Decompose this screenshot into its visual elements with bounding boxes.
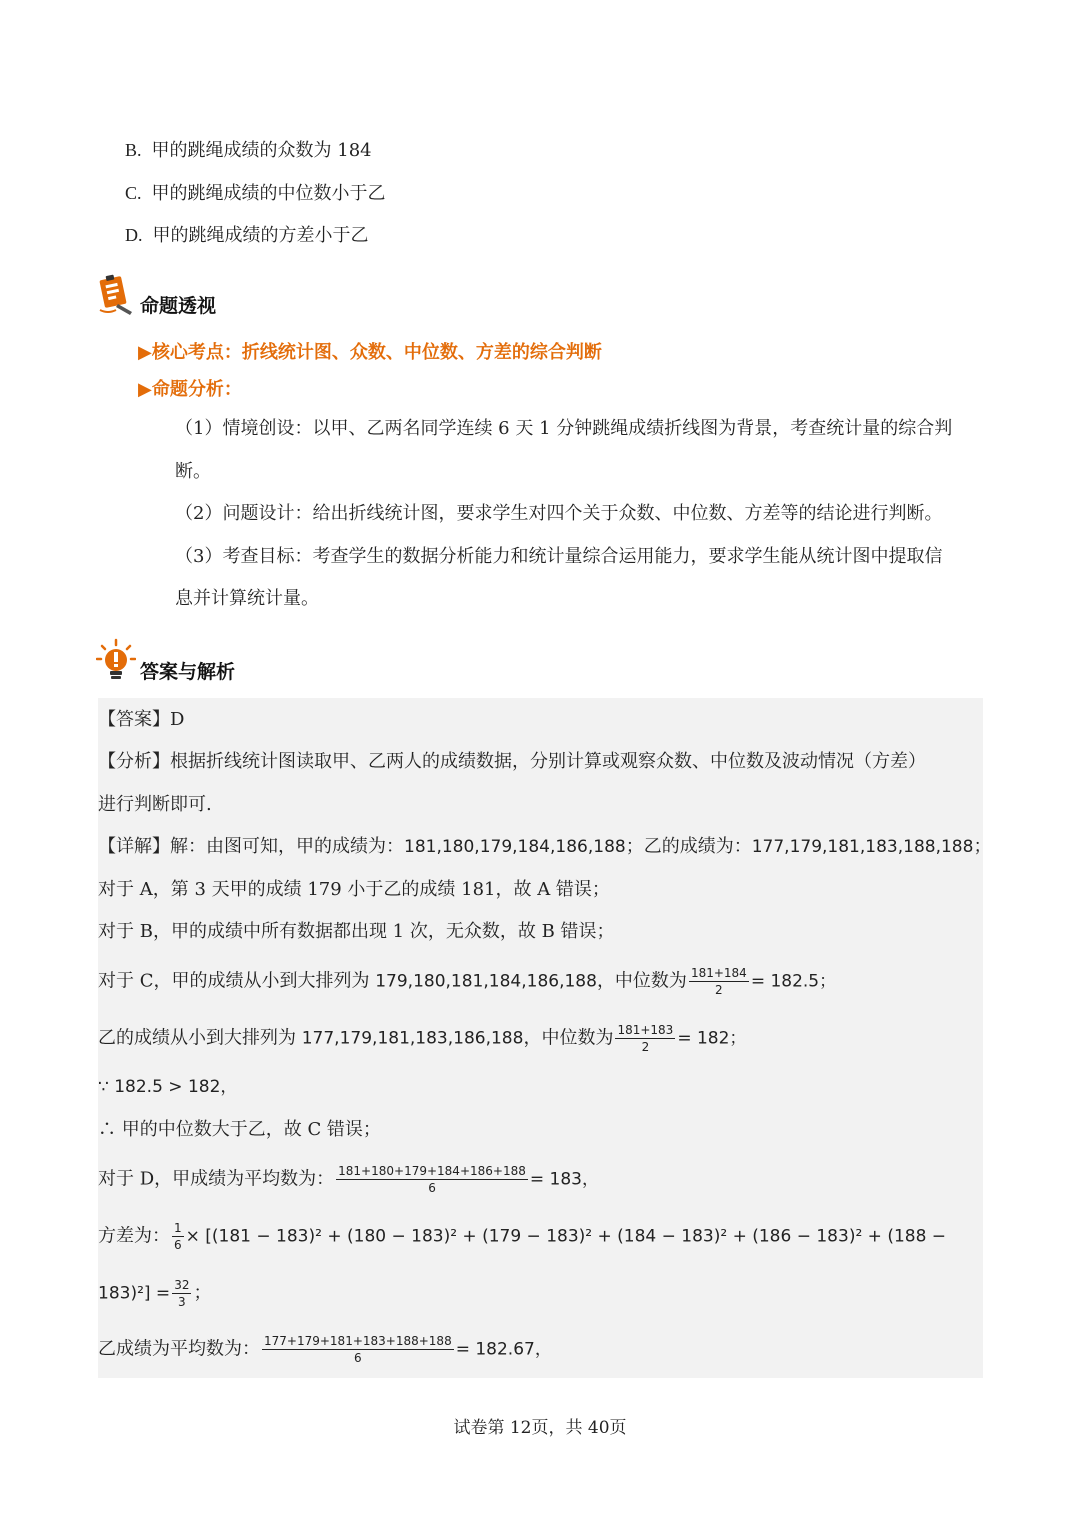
analysis-line: 【分析】根据折线统计图读取甲、乙两人的成绩数据，分别计算或观察众数、中位数及波动情况（方差） [98, 751, 926, 772]
option-b: B. 甲的跳绳成绩的众数为 184 [125, 140, 372, 161]
line-yi-median: 乙的成绩从小到大排列为 177,179,181,183,186,188，中位数为 $\frac{181+183}{2}$ = 182； [98, 1023, 747, 1054]
section-heading-answer: 答案与解析 [96, 638, 235, 684]
option-d: D. 甲的跳绳成绩的方差小于乙 [125, 225, 369, 246]
fraction: $\frac{177+179+181+183+188+188}{6}$ [264, 1334, 452, 1365]
paragraph-3-cont: 息并计算统计量。 [175, 588, 319, 609]
section-heading-proposition: 命题透视 [96, 274, 216, 318]
variance-line-cont: 183)²] = $\frac{32}{3}$ ； [98, 1278, 212, 1309]
clipboard-pen-icon [96, 274, 136, 318]
paragraph-3: （3）考查目标：考查学生的数据分析能力和统计量综合运用能力，要求学生能从统计图中提取信 [175, 546, 943, 567]
therefore-line: ∴ 甲的中位数大于乙，故 C 错误； [98, 1119, 381, 1140]
line-a: 对于 A，第 3 天甲的成绩 179 小于乙的成绩 181，故 A 错误； [98, 879, 610, 900]
paragraph-1-cont: 断。 [175, 461, 211, 482]
variance-line: 方差为： $\frac{1}{6}$ × [(181 − 183)² + (180 − 183)² + (179 − 183)² + (184 − 183)² + (186 − 183)² + (188 − [98, 1221, 947, 1252]
fraction: $\frac{181+184}{2}$ [690, 966, 747, 997]
triangle-bullet-icon: ▶ [138, 379, 152, 400]
because-line: ∵ 182.5 > 182， [98, 1077, 238, 1097]
fraction: $\frac{32}{3}$ [174, 1278, 190, 1309]
fraction: $\frac{1}{6}$ [174, 1221, 182, 1252]
yi-average-line: 乙成绩为平均数为： $\frac{177+179+181+183+188+188}{6}$ = 182.67， [98, 1334, 552, 1365]
fraction: $\frac{181+183}{2}$ [617, 1023, 674, 1054]
page-footer: 试卷第 12页，共 40页 [453, 1418, 627, 1438]
line-b: 对于 B，甲的成绩中所有数据都出现 1 次，无众数，故 B 错误； [98, 921, 615, 942]
lightbulb-icon [96, 638, 136, 684]
fraction: $\frac{181+180+179+184+186+188}{6}$ [338, 1164, 526, 1195]
paragraph-2: （2）问题设计：给出折线统计图，要求学生对四个关于众数、中位数、方差等的结论进行判断。 [175, 503, 943, 524]
triangle-bullet-icon: ▶ [138, 342, 152, 363]
answer-line: 【答案】D [98, 709, 185, 730]
option-c: C. 甲的跳绳成绩的中位数小于乙 [125, 183, 386, 204]
core-point: ▶核心考点：折线统计图、众数、中位数、方差的综合判断 [138, 342, 602, 363]
detail-line: 【详解】解：由图可知，甲的成绩为：181,180,179,184,186,188；乙的成绩为：177,179,181,183,188,188； [98, 836, 992, 857]
analysis-label: ▶命题分析： [138, 379, 242, 400]
line-d: 对于 D，甲成绩为平均数为： $\frac{181+180+179+184+186+188}{6}$ = 183， [98, 1164, 599, 1195]
paragraph-1: （1）情境创设：以甲、乙两名同学连续 6 天 1 分钟跳绳成绩折线图为背景，考查统计量的综合判 [175, 418, 953, 439]
analysis-line-cont: 进行判断即可. [98, 794, 212, 815]
line-c: 对于 C，甲的成绩从小到大排列为 179,180,181,184,186,188，中位数为 $\frac{181+184}{2}$ = 182.5； [98, 966, 837, 997]
